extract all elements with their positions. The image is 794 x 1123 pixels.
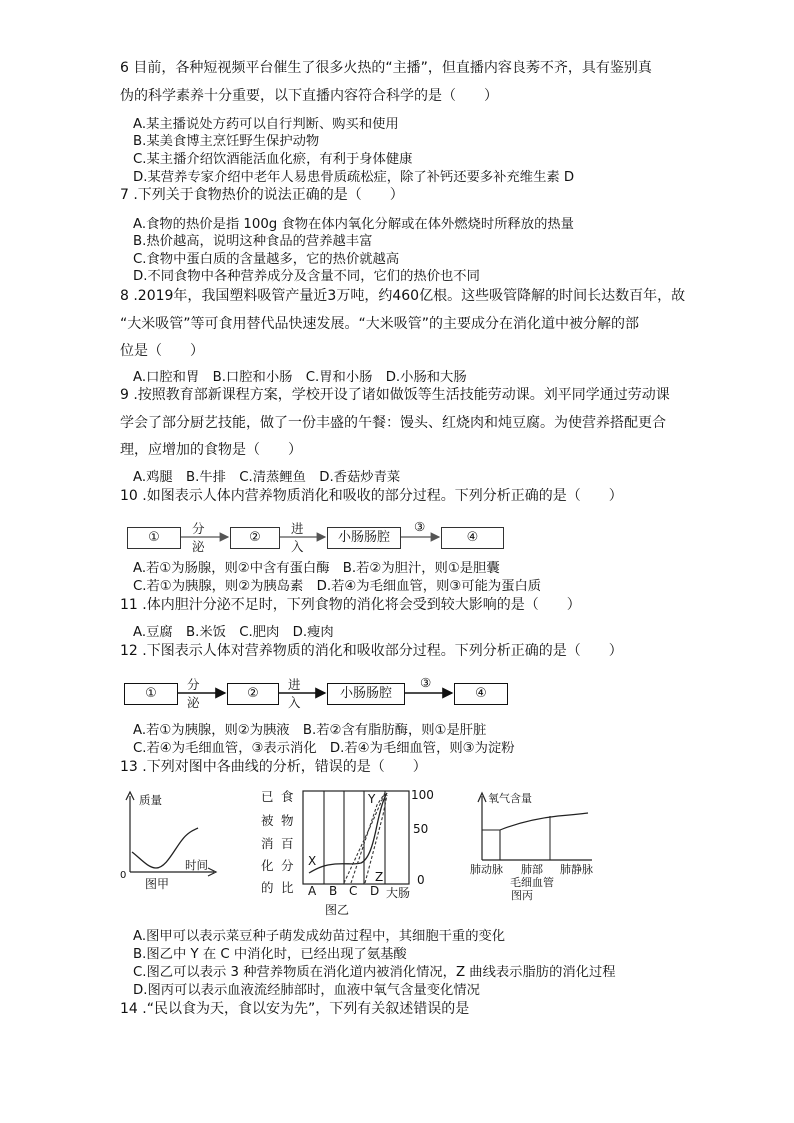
q13-fig3-xlabel-3: 肺静脉 [560, 863, 593, 876]
q13-fig2-ytick-100: 100 [411, 788, 434, 802]
q12-label-3: ③ [420, 675, 432, 690]
q13-option-d: D.图丙可以表示血液流经肺部时，血液中氧气含量变化情况 [133, 983, 480, 998]
q13-fig2-xlabel-c: C [349, 884, 358, 898]
q13-fig2-caption: 图乙 [325, 903, 350, 917]
q13-fig2-curve-z: Z [375, 870, 384, 884]
q13-fig3-ylabel: 氧气含量 [488, 792, 532, 805]
q12-box-3: 小肠肠腔 [327, 683, 405, 705]
q10-box-4: ④ [441, 527, 504, 549]
q10-box-2: ② [230, 527, 280, 549]
q13-option-b: B.图乙中 Y 在 C 中消化时，已经出现了氨基酸 [133, 947, 407, 962]
q11-options: A.豆腐 B.米饭 C.肥肉 D.瘦肉 [133, 625, 334, 640]
q10-box-3: 小肠肠腔 [327, 527, 401, 549]
q8-stem-line1: 8 .2019年，我国塑料吸管产量近3万吨，约460亿根。这些吸管降解的时间长达数百年，故 [120, 288, 686, 304]
q6-option-c: C.某主播介绍饮酒能活血化瘀，有利于身体健康 [133, 152, 413, 167]
q9-stem-line2: 学会了部分厨艺技能，做了一份丰盛的午餐：馒头、红烧肉和炖豆腐。为使营养搭配更合 [120, 415, 666, 431]
q13-fig2-xlabel-d: D [370, 884, 380, 898]
q6-stem-line2: 伪的科学素养十分重要，以下直播内容符合科学的是（ ） [120, 88, 498, 104]
q12-label-enter: 进入 [288, 677, 301, 710]
q8-stem-line3: 位是（ ） [120, 343, 204, 359]
q13-fig2-ychar-10: 比 [281, 880, 294, 895]
q13-fig3-xlabel-1: 肺动脉 [470, 863, 503, 876]
q13-fig2-xlabel-colon: 大肠 [386, 886, 411, 900]
q13-fig1 [110, 790, 220, 890]
q7-option-a: A.食物的热价是指 100g 食物在体内氧化分解或在体外燃烧时所释放的热量 [133, 217, 574, 232]
q12-box-4: ④ [454, 683, 508, 705]
q13-fig1-origin: 0 [120, 870, 127, 881]
q10-label-secrete: 分泌 [192, 521, 205, 554]
q13-fig2-ychar-7: 物 [281, 813, 294, 828]
q13-option-a: A.图甲可以表示菜豆种子萌发成幼苗过程中，其细胞干重的变化 [133, 929, 506, 944]
q7-option-b: B.热价越高，说明这种食品的营养越丰富 [133, 234, 373, 249]
q11-stem: 11 .体内胆汁分泌不足时，下列食物的消化将会受到较大影响的是（ ） [120, 597, 581, 613]
q13-fig1-xlabel: 时间 [185, 858, 208, 872]
q13-stem: 13 .下列对图中各曲线的分析，错误的是（ ） [120, 759, 427, 775]
q10-label-3: ③ [414, 519, 426, 534]
q7-option-c: C.食物中蛋白质的含量越多，它的热价就越高 [133, 252, 400, 267]
q9-stem-line3: 理，应增加的食物是（ ） [120, 442, 302, 458]
q6-stem-line1: 6 目前，各种短视频平台催生了很多火热的“主播”，但直播内容良莠不齐，具有鉴别真 [120, 60, 652, 76]
q6-option-a: A.某主播说处方药可以自行判断、购买和使用 [133, 117, 399, 132]
q13-fig2-ychar-4: 化 [261, 858, 274, 873]
q10-box-1: ① [127, 527, 181, 549]
q13-fig2-xlabel-b: B [329, 884, 338, 898]
q13-fig3 [470, 788, 605, 903]
q13-fig2-curve-y: Y [368, 792, 376, 806]
q12-stem: 12 .下图表示人体对营养物质的消化和吸收部分过程。下列分析正确的是（ ） [120, 643, 623, 659]
q10-options-line1: A.若①为肠腺，则②中含有蛋白酶 B.若②为胆汁，则①是胆囊 [133, 561, 500, 576]
q13-fig2-ychar-1: 已 [261, 789, 274, 804]
q13-fig3-xlabel-2: 肺部 [521, 863, 543, 876]
q13-fig2-ytick-0: 0 [417, 873, 425, 887]
q12-arrows [0, 666, 794, 726]
q13-fig2-ychar-5: 的 [261, 880, 274, 895]
q7-stem: 7 .下列关于食物热价的说法正确的是（ ） [120, 187, 404, 203]
q12-label-secrete: 分泌 [187, 677, 200, 710]
q13-fig2-xlabel-a: A [308, 884, 317, 898]
q13-fig2-curve-x: X [308, 854, 317, 868]
q12-box-1: ① [124, 683, 178, 705]
q12-box-2: ② [227, 683, 279, 705]
q13-fig1-ylabel: 质量 [139, 793, 162, 807]
q13-fig2-ychar-3: 消 [261, 836, 274, 851]
q10-label-enter: 进入 [291, 521, 304, 554]
q13-fig2-ychar-9: 分 [281, 858, 294, 873]
q12-options-line2: C.若④为毛细血管，③表示消化 D.若④为毛细血管，则③为淀粉 [133, 741, 515, 756]
q13-fig2-ychar-2: 被 [261, 813, 274, 828]
q13-option-c: C.图乙可以表示 3 种营养物质在消化道内被消化情况，Z 曲线表示脂肪的消化过程 [133, 965, 616, 980]
q13-fig2-ychar-8: 百 [281, 836, 294, 851]
q7-option-d: D.不同食物中各种营养成分及含量不同，它们的热价也不同 [133, 269, 480, 284]
q13-fig2-ychar-6: 食 [281, 789, 294, 804]
q10-stem: 10 .如图表示人体内营养物质消化和吸收的部分过程。下列分析正确的是（ ） [120, 488, 623, 504]
q13-fig2 [295, 785, 440, 920]
q10-options-line2: C.若①为胰腺，则②为胰岛素 D.若④为毛细血管，则③可能为蛋白质 [133, 579, 542, 594]
q13-fig1-caption: 图甲 [145, 877, 170, 890]
q13-fig3-xlabel-2b: 毛细血管 [510, 876, 554, 889]
q14-stem: 14 .“民以食为天，食以安为先”，下列有关叙述错误的是 [120, 1001, 470, 1017]
q8-stem-line2: “大米吸管”等可食用替代品快速发展。“大米吸管”的主要成分在消化道中被分解的部 [120, 316, 640, 332]
q8-options: A.口腔和胃 B.口腔和小肠 C.胃和小肠 D.小肠和大肠 [133, 370, 467, 385]
q6-option-b: B.某美食博主烹饪野生保护动物 [133, 134, 320, 149]
q9-stem-line1: 9 .按照教育部新课程方案，学校开设了诸如做饭等生活技能劳动课。刘平同学通过劳动课 [120, 387, 670, 403]
q13-fig3-caption: 图丙 [511, 889, 533, 902]
q6-option-d: D.某营养专家介绍中老年人易患骨质疏松症，除了补钙还要多补充维生素 D [133, 170, 575, 185]
q12-options-line1: A.若①为胰腺，则②为胰液 B.若②含有脂肪酶，则①是肝脏 [133, 723, 487, 738]
q13-fig2-ytick-50: 50 [413, 822, 429, 836]
q9-options: A.鸡腿 B.牛排 C.清蒸鲤鱼 D.香菇炒青菜 [133, 470, 401, 485]
